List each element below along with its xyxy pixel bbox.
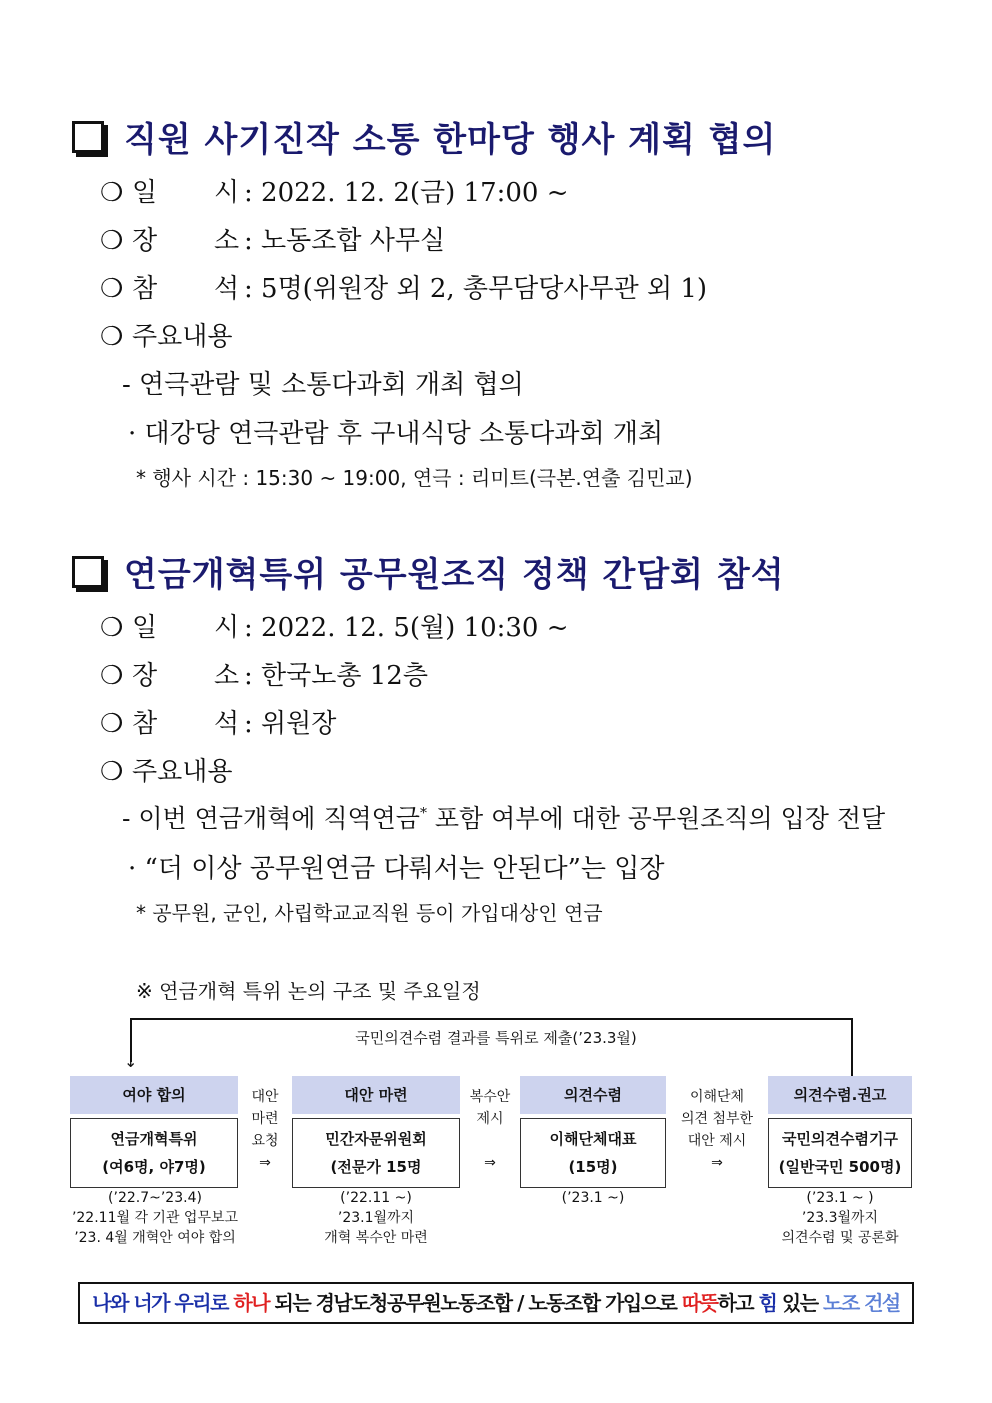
row-value: : 2022. 12. 5(월) 10:30 ~ <box>244 613 569 643</box>
section1-note: * 행사 시간 : 15:30 ~ 19:00, 연극 : 리미트(극본.연출 김민교) <box>136 466 693 490</box>
footnote-mark: * <box>419 805 427 822</box>
stage2-note-1: (’22.11 ~) <box>340 1190 412 1206</box>
row-label: 주요내용 <box>132 757 233 787</box>
stage1-box-line1: 연금개혁특위 <box>110 1130 198 1148</box>
connector3 <box>668 1086 766 1174</box>
connector3-line2: 의견 첨부한 <box>680 1111 754 1127</box>
label-char-1: 참 <box>132 274 158 304</box>
row-value: : 2022. 12. 2(금) 17:00 ~ <box>244 178 569 208</box>
section1-title-text: 직원 사기진작 소통 한마당 행사 계획 협의 <box>124 120 777 160</box>
stage4-note-3: 의견수렴 및 공론화 <box>781 1230 899 1246</box>
stage4-box <box>768 1118 912 1188</box>
section1-title <box>72 112 776 161</box>
circle-bullet-icon: ❍ <box>100 757 124 787</box>
dash-text-pre: - 이번 연금개혁에 직역연금 <box>122 804 420 833</box>
stage3-box-line2: (15명) <box>568 1158 618 1176</box>
feedback-label: 국민의견수렴 결과를 특위로 제출(’23.3월) <box>355 1029 637 1047</box>
row-label <box>132 607 244 644</box>
stage2-box-line2: (전문가 15명 <box>330 1158 422 1176</box>
circle-bullet-icon: ❍ <box>100 709 124 739</box>
slogan-banner <box>78 1282 914 1324</box>
slogan-segment: 하고 <box>717 1291 759 1315</box>
section2-title <box>72 547 785 596</box>
row-value: : 5명(위원장 외 2, 총무담당사무관 외 1) <box>244 274 708 304</box>
connector3-line3: 대안 제시 <box>687 1133 747 1149</box>
slogan-segment-highlight: 따뜻 <box>681 1291 718 1315</box>
diagram-heading: ※ 연금개혁 특위 논의 구조 및 주요일정 <box>136 979 481 1003</box>
stage3-box-line1: 이해단체대표 <box>549 1130 637 1148</box>
circle-bullet-icon: ❍ <box>100 178 124 208</box>
stage2-box <box>292 1118 460 1188</box>
slogan-segment-highlight: 노조 건설 <box>823 1291 900 1315</box>
stage4-note-2: ’23.3월까지 <box>801 1210 879 1226</box>
section2-dot-item: · “더 이상 공무원연금 다뤄서는 안된다”는 입장 <box>128 854 665 884</box>
section2-row-attendees <box>100 703 336 740</box>
section2-row-place <box>100 655 428 692</box>
section1-row-attendees <box>100 268 707 305</box>
circle-bullet-icon: ❍ <box>100 274 124 304</box>
stage2-note-3: 개혁 복수안 마련 <box>324 1230 428 1246</box>
section2-title-text: 연금개혁특위 공무원조직 정책 간담회 참석 <box>124 555 785 595</box>
down-arrow-icon: ↓ <box>124 1052 138 1071</box>
stage1-note-2: ’22.11월 각 기관 업무보고 <box>71 1210 239 1226</box>
circle-bullet-icon: ❍ <box>100 322 124 352</box>
stage4-box-line1: 국민의견수렴기구 <box>782 1130 898 1148</box>
stage1-box <box>70 1118 238 1188</box>
section1-row-place <box>100 220 445 257</box>
label-char-1: 일 <box>132 613 158 643</box>
section1-dash-item: - 연극관람 및 소통다과회 개최 협의 <box>122 370 524 400</box>
stage2-head: 대안 마련 <box>292 1076 460 1114</box>
circle-bullet-icon: ❍ <box>100 226 124 256</box>
row-label <box>132 268 244 305</box>
stage3-note-1: (’23.1 ~) <box>561 1190 625 1206</box>
label-char-2: 시 <box>214 178 240 208</box>
double-arrow-icon: ⇒ <box>259 1155 271 1171</box>
label-char-2: 소 <box>214 226 240 256</box>
section2-row-date <box>100 607 569 644</box>
section2-note: * 공무원, 군인, 사립학교교직원 등이 가입대상인 연금 <box>136 901 603 925</box>
row-value: : 위원장 <box>244 709 337 739</box>
connector1-line2: 마련 <box>251 1111 279 1127</box>
connector2-line1: 복수안 <box>469 1089 511 1105</box>
double-arrow-icon: ⇒ <box>711 1155 723 1171</box>
section2-dash-item <box>122 799 885 835</box>
label-char-1: 장 <box>132 661 158 691</box>
slogan-segment: 있는 <box>776 1291 823 1315</box>
row-label <box>132 172 244 209</box>
row-value: : 한국노총 12층 <box>244 661 428 691</box>
row-label <box>132 703 244 740</box>
dash-text-post: 포함 여부에 대한 공무원조직의 입장 전달 <box>426 804 886 833</box>
stage1-head: 여야 합의 <box>70 1076 238 1114</box>
stage4-box-line2: (일반국민 500명) <box>778 1158 902 1176</box>
connector1-line1: 대안 <box>251 1089 279 1105</box>
connector2-line2: 제시 <box>476 1111 504 1127</box>
feedback-top-line <box>130 1018 852 1020</box>
slogan-segment: 나와 너가 우리로 <box>92 1291 234 1315</box>
connector1-line3: 요청 <box>251 1133 279 1149</box>
stage4-notes <box>750 1188 930 1248</box>
stage3-box <box>520 1118 666 1188</box>
row-label <box>132 220 244 257</box>
stage2-box-line1: 민간자문위원회 <box>325 1130 427 1148</box>
stage3-notes <box>520 1188 666 1208</box>
stage2-notes <box>292 1188 460 1248</box>
stage1-notes <box>50 1188 260 1248</box>
label-char-2: 소 <box>214 661 240 691</box>
stage1-note-1: (’22.7~’23.4) <box>108 1190 202 1206</box>
label-char-2: 석 <box>214 709 240 739</box>
row-label <box>132 655 244 692</box>
section1-dot-item: · 대강당 연극관람 후 구내식당 소통다과회 개최 <box>128 419 664 449</box>
checkbox-square-icon <box>72 556 104 588</box>
label-char-2: 시 <box>214 613 240 643</box>
stage4-head: 의견수렴.권고 <box>768 1076 912 1114</box>
label-char-1: 참 <box>132 709 158 739</box>
slogan-segment: 되는 경남도청공무원노동조합 / 노동조합 가입으로 <box>269 1291 682 1315</box>
stage2-note-2: ’23.1월까지 <box>337 1210 415 1226</box>
stage1-box-line2: (여6명, 야7명) <box>102 1158 206 1176</box>
double-arrow-icon: ⇒ <box>484 1155 496 1171</box>
section2-row-content <box>100 751 232 788</box>
checkbox-square-icon <box>72 121 104 153</box>
label-char-2: 석 <box>214 274 240 304</box>
connector2 <box>462 1086 518 1174</box>
connector2-spacer <box>462 1130 518 1152</box>
label-char-1: 장 <box>132 226 158 256</box>
label-char-1: 일 <box>132 178 158 208</box>
row-value: : 노동조합 사무실 <box>244 226 446 256</box>
slogan-segment-highlight: 힘 <box>758 1291 777 1315</box>
row-label: 주요내용 <box>132 322 233 352</box>
circle-bullet-icon: ❍ <box>100 613 124 643</box>
stage1-note-3: ’23. 4월 개혁안 여야 합의 <box>74 1230 236 1246</box>
slogan-segment-highlight: 하나 <box>233 1291 270 1315</box>
circle-bullet-icon: ❍ <box>100 661 124 691</box>
connector3-line1: 이해단체 <box>689 1089 745 1105</box>
connector1 <box>240 1086 290 1174</box>
section1-row-date <box>100 172 569 209</box>
stage3-head: 의견수렴 <box>520 1076 666 1114</box>
section1-row-content <box>100 316 232 353</box>
stage4-note-1: (’23.1 ~ ) <box>806 1190 874 1206</box>
